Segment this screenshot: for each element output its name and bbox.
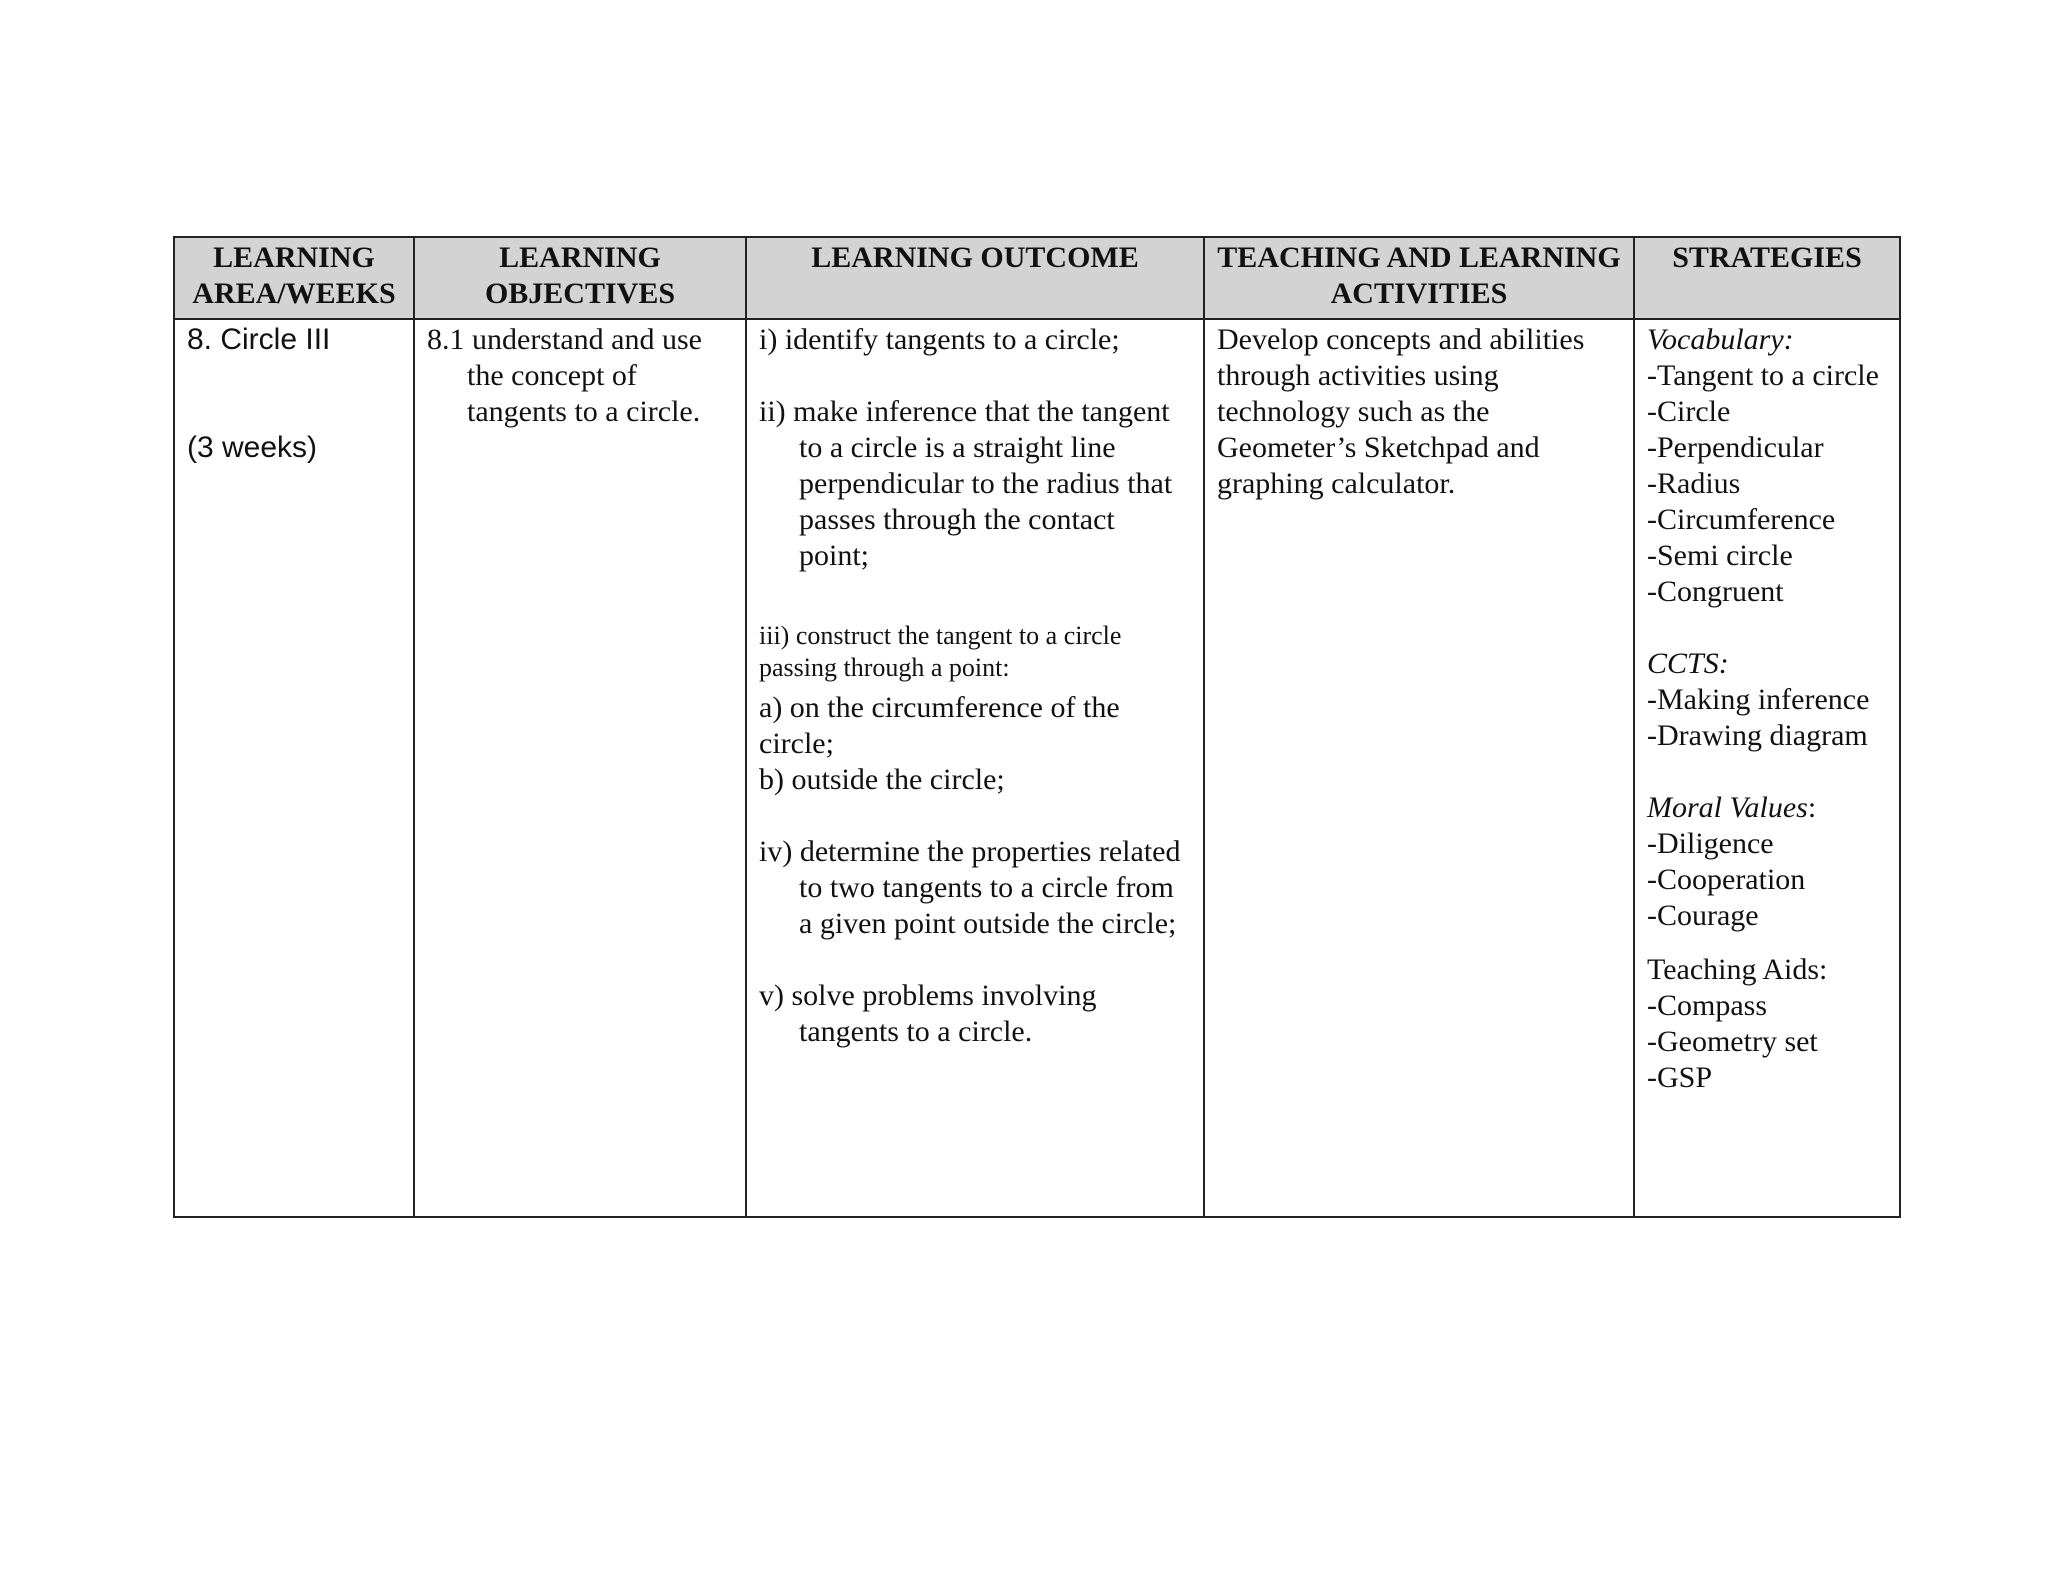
moral-item: -Courage	[1647, 899, 1759, 932]
vocabulary-item: -Circumference	[1647, 503, 1836, 536]
outcome-iv: iv) determine the properties related to two tangents to a circle from a given point outside the circle;	[759, 835, 1181, 940]
vocabulary-item: -Circle	[1647, 395, 1731, 428]
teaching-activities-cell	[1204, 319, 1634, 1217]
vocabulary-item: -Semi circle	[1647, 539, 1793, 572]
ccts-item: -Making inference	[1647, 683, 1870, 716]
header-learning-objectives: LEARNING OBJECTIVES	[414, 237, 746, 319]
content-row	[174, 319, 1900, 1217]
strategies-list	[1647, 322, 1887, 1096]
outcome-iii: iii) construct the tangent to a circle passing through a point:	[759, 621, 1122, 682]
header-strategies: STRATEGIES	[1634, 237, 1900, 319]
teaching-aids-heading: Teaching Aids:	[1647, 953, 1828, 986]
outcome-i: i) identify tangents to a circle;	[759, 323, 1120, 356]
header-teaching-activities: TEACHING AND LEARNING ACTIVITIES	[1204, 237, 1634, 319]
moral-values-colon: :	[1807, 791, 1817, 824]
outcome-ii: ii) make inference that the tangent to a circle is a straight line perpendicular to the radius that passes through the contact point;	[759, 395, 1173, 572]
moral-values-heading	[1647, 790, 1887, 826]
aid-item: -GSP	[1647, 1061, 1713, 1094]
learning-area-title: 8. Circle III	[187, 323, 331, 356]
learning-area-weeks: (3 weeks)	[187, 431, 318, 464]
aid-item: -Geometry set	[1647, 1025, 1818, 1058]
vocabulary-item: -Congruent	[1647, 575, 1784, 608]
vocabulary-heading: Vocabulary:	[1647, 323, 1794, 356]
moral-item: -Diligence	[1647, 827, 1774, 860]
vocabulary-item: -Radius	[1647, 467, 1741, 500]
aid-item: -Compass	[1647, 989, 1767, 1022]
header-learning-outcome: LEARNING OUTCOME	[746, 237, 1204, 319]
outcome-v: v) solve problems involving tangents to a circle.	[759, 979, 1097, 1048]
header-learning-area: LEARNING AREA/WEEKS	[174, 237, 414, 319]
outcome-list	[759, 322, 1191, 1050]
learning-objectives-cell	[414, 319, 746, 1217]
learning-area-cell	[174, 319, 414, 1217]
header-row	[174, 237, 1900, 319]
syllabus-table	[173, 236, 1901, 1218]
moral-item: -Cooperation	[1647, 863, 1806, 896]
vocabulary-item: -Tangent to a circle	[1647, 359, 1879, 392]
objective-text: 8.1 understand and use the concept of tangents to a circle.	[427, 323, 702, 428]
ccts-heading: CCTS:	[1647, 647, 1729, 680]
outcome-iii-b: b) outside the circle;	[759, 763, 1005, 796]
strategies-cell	[1634, 319, 1900, 1217]
moral-values-heading-text: Moral Values	[1647, 791, 1808, 824]
learning-outcome-cell	[746, 319, 1204, 1217]
outcome-iii-a: a) on the circumference of the circle;	[759, 691, 1120, 760]
vocabulary-item: -Perpendicular	[1647, 431, 1824, 464]
ccts-item: -Drawing diagram	[1647, 719, 1868, 752]
activity-text: Develop concepts and abilities through activities using technology such as the Geometer’s Sketchpad and graphing calculator.	[1217, 323, 1585, 500]
